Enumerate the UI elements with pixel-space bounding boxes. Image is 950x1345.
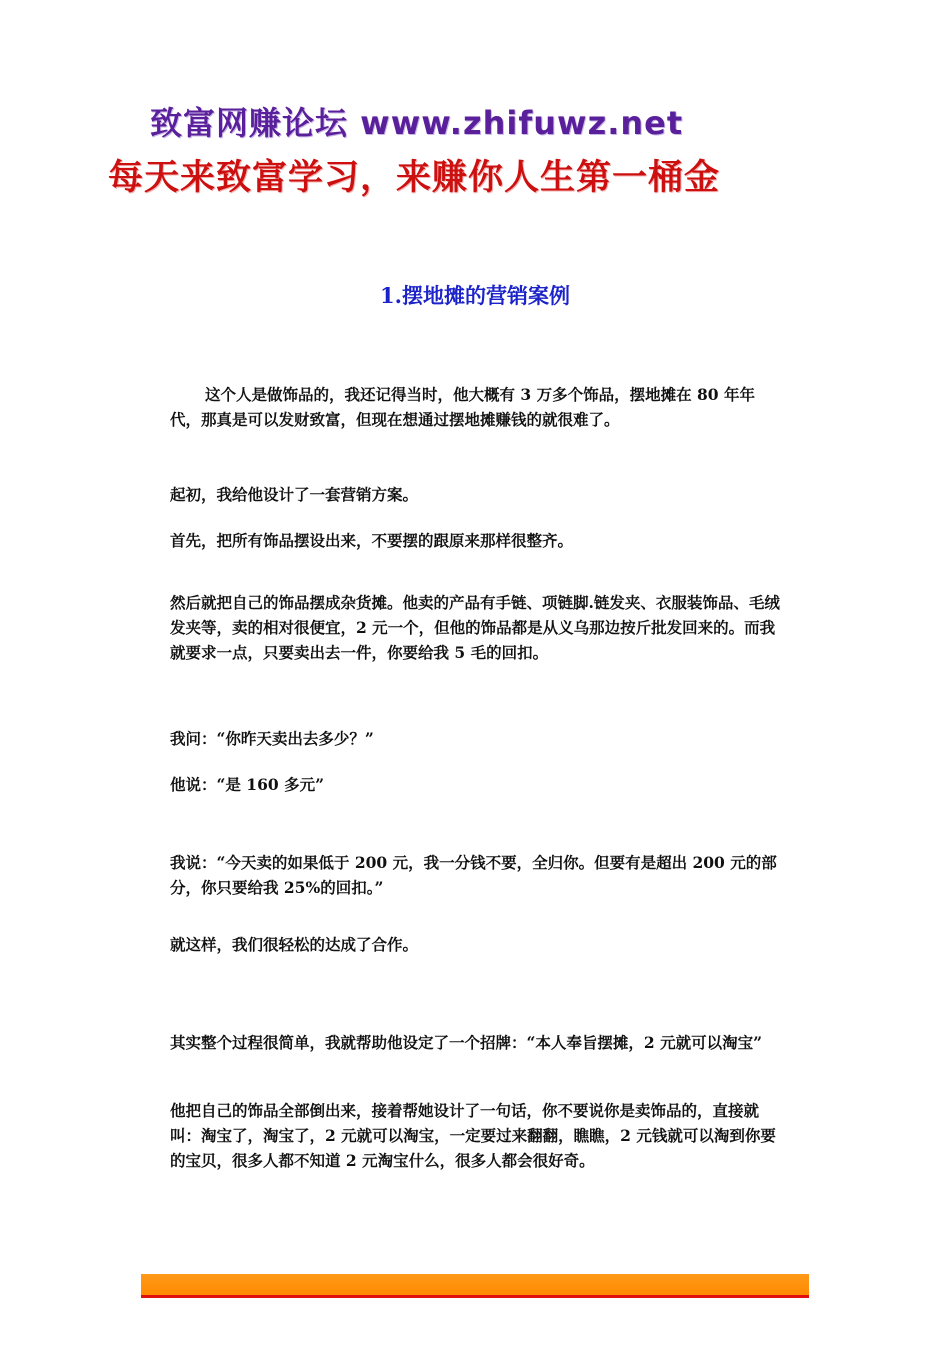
- paragraph-offer: 我说：“今天卖的如果低于 200 元，我一分钱不要，全归你。但要有是超出 200 元的部分，你只要给我 25%的回扣。”: [170, 853, 777, 897]
- banner-site-name: 致富网赚论坛 www.zhifuwz.net: [150, 104, 684, 142]
- banner-slogan: 每天来致富学习，来赚你人生第一桶金: [108, 158, 721, 198]
- paragraph-initially: 起初，我给他设计了一套营销方案。: [170, 485, 419, 504]
- article-title: 1.摆地摊的营销案例: [380, 283, 570, 308]
- paragraph-then: 然后就把自己的饰品摆成杂货摊。他卖的产品有手链、项链脚.链发夹、衣服装饰品、毛绒发夹等，卖的相对很便宜，2 元一个，但他的饰品都是从义乌那边按斤批发回来的。而我就要求一点，只要卖出去一件，你要给我 5 毛的回扣。: [170, 593, 780, 662]
- paragraph-slogan: 他把自己的饰品全部倒出来，接着帮她设计了一句话，你不要说你是卖饰品的，直接就叫：淘宝了，淘宝了，2 元就可以淘宝，一定要过来翻翻，瞧瞧，2 元钱就可以淘到你要的宝贝，很多人都不知道 2 元淘宝什么，很多人都会很好奇。: [170, 1101, 776, 1170]
- paragraph-first: 首先，把所有饰品摆设出来，不要摆的跟原来那样很整齐。: [170, 531, 574, 550]
- paragraph-answer: 他说：“是 160 多元”: [170, 775, 324, 794]
- paragraph-intro: 这个人是做饰品的，我还记得当时，他大概有 3 万多个饰品，摆地摊在 80 年年代，那真是可以发财致富，但现在想通过摆地摊赚钱的就很难了。: [170, 385, 755, 429]
- paragraph-question: 我问：“你昨天卖出去多少？”: [170, 729, 374, 748]
- paragraph-agreement: 就这样，我们很轻松的达成了合作。: [170, 935, 419, 954]
- header-banner: [0, 0, 950, 210]
- paragraph-sign: 其实整个过程很简单，我就帮助他设定了一个招牌：“本人奉旨摆摊，2 元就可以淘宝”: [170, 1033, 763, 1052]
- footer-bar: [141, 1274, 809, 1298]
